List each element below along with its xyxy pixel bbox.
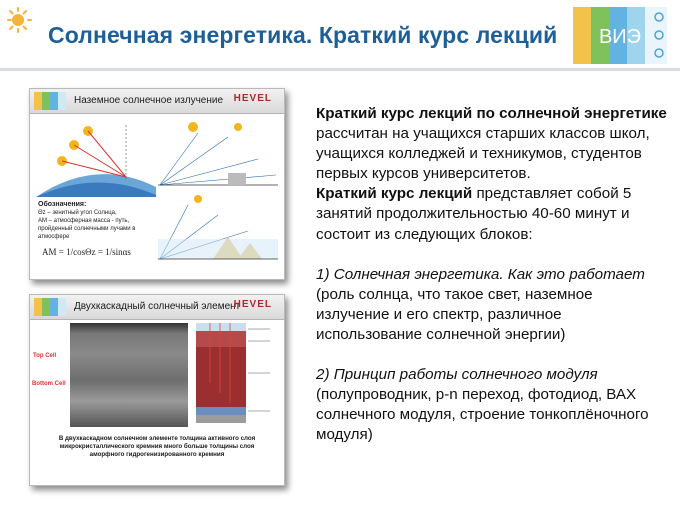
vie-mini-logo	[34, 92, 66, 110]
legend-line-1: Θz – зенитный угол Солнца,	[38, 210, 117, 216]
cross-section-micrograph	[70, 323, 188, 427]
block-2	[316, 365, 668, 445]
thumbnail-title: Наземное солнечное излучение	[74, 95, 224, 106]
brand-text: ВИЭ	[598, 26, 642, 48]
earth-sun-diagram	[36, 117, 156, 197]
vie-mini-logo	[34, 298, 66, 316]
layer-schematic	[190, 323, 278, 427]
vie-brand-logo	[573, 7, 667, 64]
intro-paragraph	[316, 104, 668, 184]
hevel-logo: HEVEL	[233, 93, 272, 104]
structure-paragraph	[316, 184, 668, 244]
page-title: Солнечная энергетика. Краткий курс лекций	[48, 22, 558, 48]
bottom-cell-label: Bottom Cell	[32, 381, 66, 387]
hevel-logo: HEVEL	[233, 299, 272, 310]
thumbnail-header-bar	[30, 89, 284, 114]
structure-bold: Краткий курс лекций	[316, 185, 473, 203]
thumbnail-caption: В двухкаскадном солнечном элементе толщина активного слоя микрокристаллического кремния много больше толщины слоя аморфного гидрогенизированного кремния	[58, 435, 256, 458]
airmass-angle-diagrams	[158, 119, 278, 274]
slide-thumbnail-tandem-cell	[29, 294, 285, 486]
intro-bold: Краткий курс лекций по солнечной энергетике	[316, 105, 667, 122]
intro-rest: рассчитан на учащихся старших классов школ, учащихся колледжей и техникумов, студентов первых курсов университетов.	[316, 125, 650, 183]
block-1	[316, 265, 668, 345]
course-description	[316, 104, 668, 445]
header-divider	[0, 68, 680, 71]
sun-logo-icon	[6, 6, 46, 46]
structure-rest: представляет собой 5 занятий продолжительностью 40-60 минут и состоит из следующих блоков:	[316, 185, 632, 243]
top-cell-label: Top Cell	[33, 353, 57, 359]
thumbnail-header-bar	[30, 295, 284, 320]
block-1-description: (роль солнца, что такое свет, наземное излучение и его спектр, различное использование солнечной энергии)	[316, 285, 593, 343]
legend-line-2: AM – атмосферная масса - путь, пройденный солнечными лучами в атмосфере	[38, 218, 136, 240]
thumbnail-title: Двухкаскадный солнечный элемент	[74, 301, 241, 312]
legend-heading: Обозначения:	[38, 201, 87, 208]
slide-thumbnail-solar-radiation	[29, 88, 285, 280]
airmass-formula: AM = 1/cosΘz = 1/sinαs	[42, 247, 131, 257]
block-2-title: 2) Принцип работы солнечного модуля	[316, 366, 598, 384]
block-2-description: (полупроводник, p-n переход, фотодиод, ВАХ солнечного модуля, строение тонкоплёночного модуля)	[316, 386, 649, 444]
legend-block	[38, 201, 156, 241]
block-1-title: 1) Солнечная энергетика. Как это работает	[316, 265, 645, 283]
